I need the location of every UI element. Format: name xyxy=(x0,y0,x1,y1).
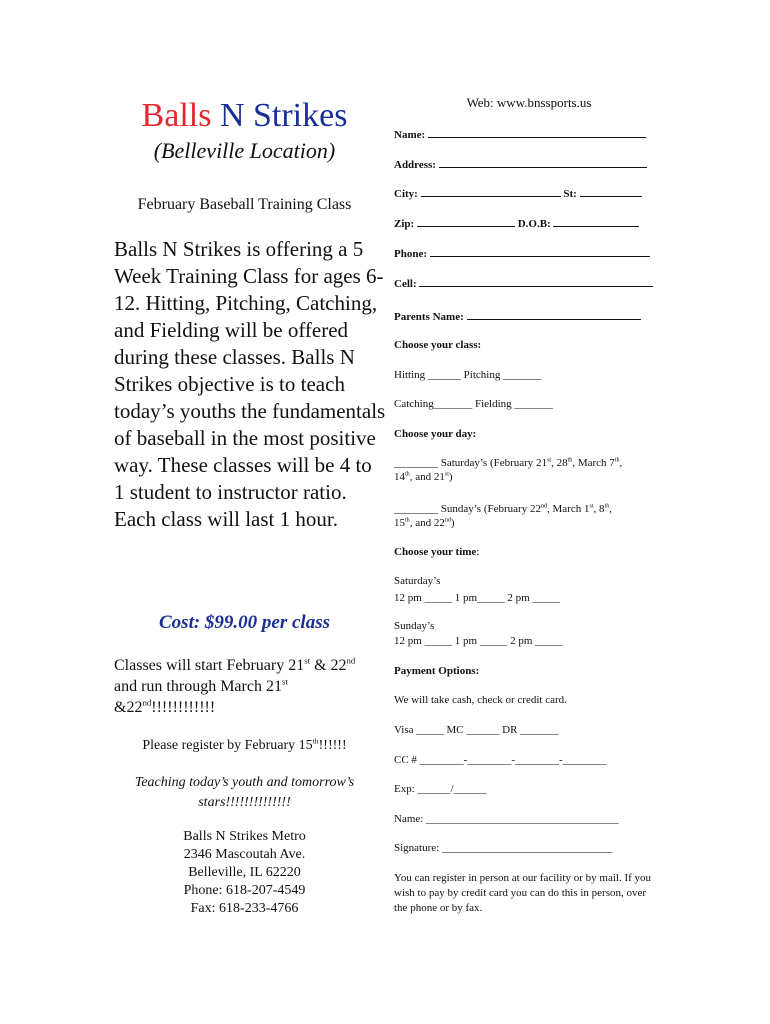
zip-dob-field[interactable]: Zip: D.O.B: xyxy=(394,216,664,231)
address-field[interactable]: Address: xyxy=(394,157,664,172)
expiration-field[interactable]: Exp: ______/______ xyxy=(394,783,487,795)
city-state-field[interactable]: City: St: xyxy=(394,186,664,201)
website: Web: www.bnssports.us xyxy=(466,95,592,110)
choose-time-heading: Choose your time: xyxy=(394,546,480,558)
signature-field[interactable]: Signature: _______________________________ xyxy=(394,842,613,854)
cardholder-name-field[interactable]: Name: ___________________________________ xyxy=(394,813,619,825)
parents-name-field[interactable]: Parents Name: xyxy=(394,309,664,324)
class-title: February Baseball Training Class xyxy=(137,196,352,213)
contact-address xyxy=(112,828,377,918)
saturday-option[interactable]: ________ Saturday’s (February 21st, 28th, March 7th, 14th, and 21st) xyxy=(394,457,623,483)
choose-day-heading: Choose your day: xyxy=(394,428,477,440)
title-red-part: Balls xyxy=(141,97,212,134)
fax: Fax: 618-233-4766 xyxy=(190,901,299,916)
register-deadline: Please register by February 15th!!!!!! xyxy=(142,736,347,753)
class-options-2[interactable]: Catching_______ Fielding _______ xyxy=(394,398,553,410)
saturday-time-label: Saturday’s xyxy=(394,575,441,587)
choose-class-heading: Choose your class: xyxy=(394,339,482,351)
sunday-option[interactable]: ________ Sunday’s (February 22nd, March 1st, 8th, 15th, and 22nd) xyxy=(394,503,612,529)
card-type-field[interactable]: Visa _____ MC ______ DR _______ xyxy=(394,724,559,736)
sunday-time-options[interactable]: 12 pm _____ 1 pm _____ 2 pm _____ xyxy=(394,635,563,647)
business-name: Balls N Strikes Metro xyxy=(183,829,306,844)
title-blue-part: N Strikes xyxy=(219,97,348,134)
name-field[interactable]: Name: xyxy=(394,127,664,142)
payment-text: We will take cash, check or credit card. xyxy=(394,694,567,706)
sunday-time-label: Sunday’s xyxy=(394,620,435,632)
credit-card-number-field[interactable]: CC # ________-________-________-________ xyxy=(394,754,607,766)
page-title xyxy=(112,96,377,136)
registration-note: You can register in person at our facility or by mail. If you wish to pay by credit card you can do this in person, over the phone or by fax. xyxy=(394,872,652,914)
location-subtitle: (Belleville Location) xyxy=(153,138,336,163)
description: Balls N Strikes is offering a 5 Week Training Class for ages 6-12. Hitting, Pitching, Catching, and Fielding will be offered during these classes. Balls N Strikes objective is to teach today’s youths the fundamentals of baseball in the most positive way. These classes will be 4 to 1 student to instructor ratio. Each class will last 1 hour. xyxy=(114,237,386,531)
street: 2346 Mascoutah Ave. xyxy=(183,847,306,862)
payment-options-heading: Payment Options: xyxy=(394,665,480,677)
class-dates: Classes will start February 21st & 22nd and run through March 21st &22nd!!!!!!!!!!!! xyxy=(114,655,356,716)
saturday-time-options[interactable]: 12 pm _____ 1 pm_____ 2 pm _____ xyxy=(394,592,560,604)
phone: Phone: 618-207-4549 xyxy=(183,883,306,898)
cell-field[interactable]: Cell: xyxy=(394,276,664,291)
city: Belleville, IL 62220 xyxy=(188,865,301,880)
phone-field[interactable]: Phone: xyxy=(394,246,664,261)
tagline: Teaching today’s youth and tomorrow’s stars!!!!!!!!!!!!!! xyxy=(134,775,355,810)
class-options-1[interactable]: Hitting ______ Pitching _______ xyxy=(394,369,542,381)
cost: Cost: $99.00 per class xyxy=(159,612,330,633)
